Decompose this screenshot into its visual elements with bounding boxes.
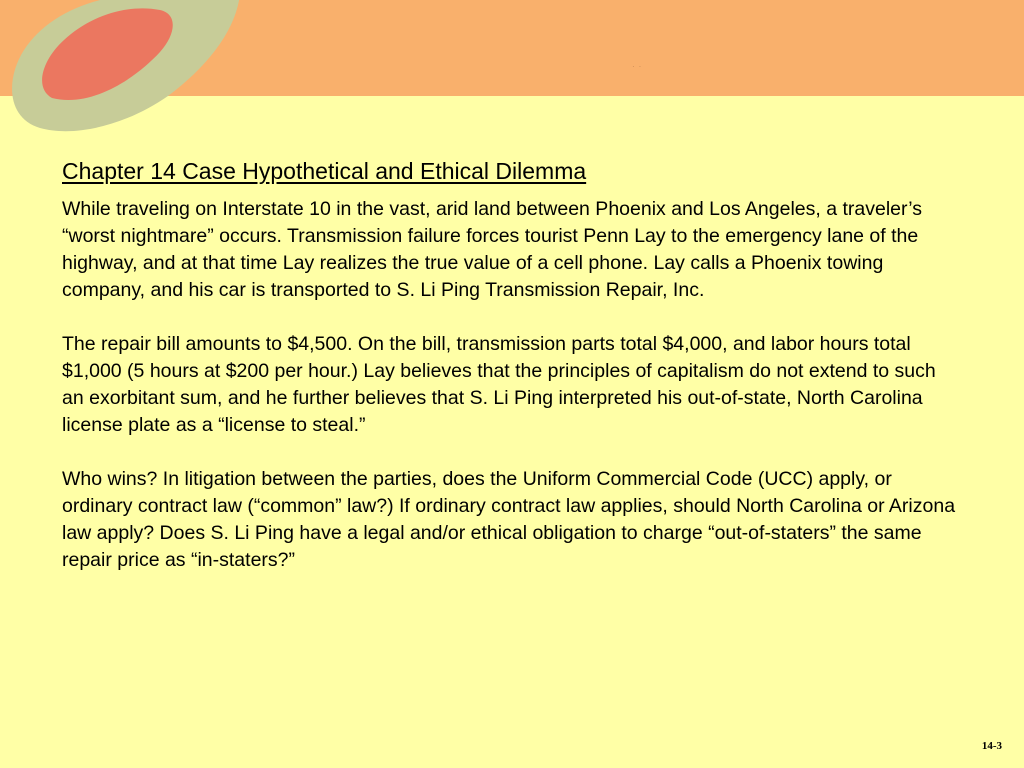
page-number: 14-3 [981, 740, 1002, 752]
paragraph-scenario: While traveling on Interstate 10 in the vast, arid land between Phoenix and Los Angeles, a traveler’s “worst nightmare” occurs. Transmission failure forces tourist Penn Lay to the emergency lane of the highway, and at that time Lay realizes the true value of a cell phone. Lay calls a Phoenix towing company, and his car is transported to S. Li Ping Transmission Repair, Inc. [62, 198, 922, 301]
paragraph-repair-bill: The repair bill amounts to $4,500. On the bill, transmission parts total $4,000, and labor hours total $1,000 (5 hours at $200 per hour.) Lay believes that the principles of capitalism do not extend to such an exorbitant sum, and he further believes that S. Li Ping interpreted his out-of-state, North Carolina license plate as a “license to steal.” [62, 333, 936, 436]
decorative-dots: ·· [632, 62, 646, 71]
paragraph-questions: Who wins? In litigation between the parties, does the Uniform Commercial Code (UCC) apply, or ordinary contract law (“common” law?) If ordinary contract law applies, should North Carolina or Arizona law apply? Does S. Li Ping have a legal and/or ethical obligation to charge “out-of-staters” the same repair price as “in-staters?” [62, 468, 956, 571]
slide-title: Chapter 14 Case Hypothetical and Ethical Dilemma [62, 158, 587, 184]
decorative-blob-icon [0, 0, 260, 140]
slide-content [62, 156, 962, 601]
